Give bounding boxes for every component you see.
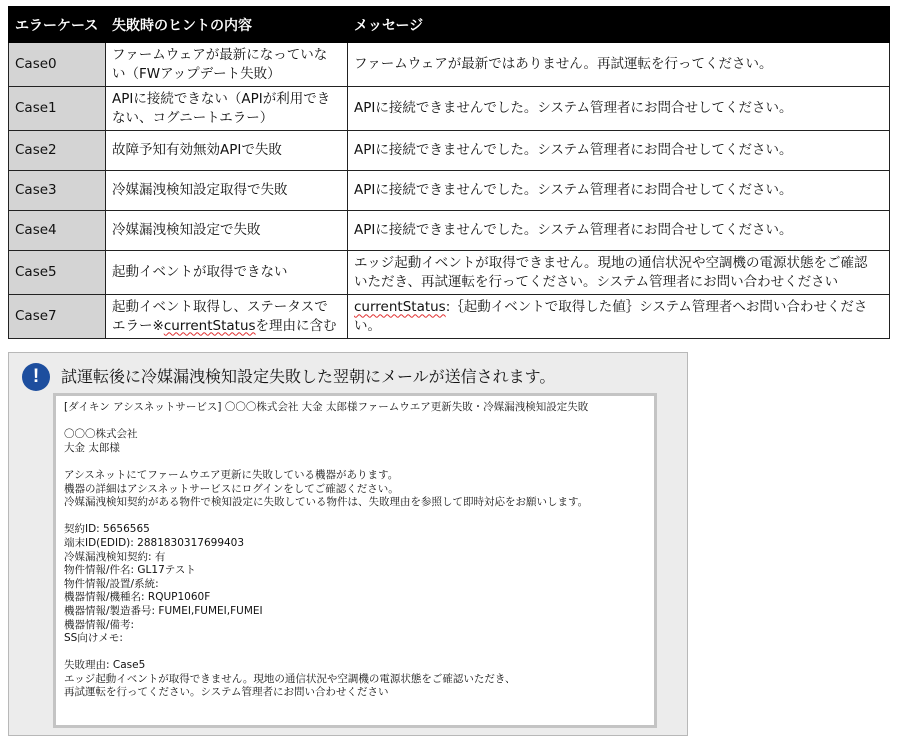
email-line: 機器情報/機種名: RQUP1060F xyxy=(64,591,211,604)
hint-line: い（FWアップデート失敗） xyxy=(112,65,281,82)
case-cell: Case2 xyxy=(9,131,106,171)
email-line: 機器の詳細はアシスネットサービスにログインをしてご確認ください。 xyxy=(64,482,399,495)
message-line: いただき、再試運転を行ってください。システム管理者にお問い合わせください xyxy=(354,273,839,290)
hint-line: ない、コグニートエラー） xyxy=(112,109,274,126)
message-line: APIに接続できませんでした。システム管理者にお問合せしてください。 xyxy=(354,100,793,117)
email-body xyxy=(53,393,657,728)
message-cell xyxy=(348,171,890,211)
hint-line: 起動イベントが取得できない xyxy=(112,264,288,281)
hint-cell xyxy=(106,211,348,251)
hint-line: 故障予知有効無効APIで失敗 xyxy=(112,142,282,159)
email-line: 機器情報/備考: xyxy=(64,618,135,631)
email-line: 大金 太郎様 xyxy=(64,441,120,454)
email-line: [ダイキン アシスネットサービス] 〇〇〇株式会社 大金 太郎様ファームウエア更新失敗・冷媒漏洩検知設定失敗 xyxy=(64,401,589,413)
message-line: APIに接続できませんでした。システム管理者にお問合せしてください。 xyxy=(354,182,793,199)
hint-line: 冷媒漏洩検知設定取得で失敗 xyxy=(112,182,288,199)
email-line xyxy=(64,455,646,469)
hint-cell xyxy=(106,295,348,339)
case-cell: Case7 xyxy=(9,295,106,339)
email-line: 機器情報/製造番号: FUMEI,FUMEI,FUMEI xyxy=(64,604,263,617)
hint-line: 冷媒漏洩検知設定で失敗 xyxy=(112,222,261,239)
email-line: 再試運転を行ってください。システム管理者にお問い合わせください xyxy=(64,686,389,699)
email-line: 物件情報/件名: GL17テスト xyxy=(64,564,196,577)
table-header-row xyxy=(9,7,890,43)
case-cell: Case4 xyxy=(9,211,106,251)
table-row xyxy=(9,295,890,339)
table-row xyxy=(9,87,890,131)
message-cell xyxy=(348,295,890,339)
notice-title: 試運転後に冷媒漏洩検知設定失敗した翌朝にメールが送信されます。 xyxy=(61,367,556,386)
email-line: 失敗理由: Case5 xyxy=(64,659,146,672)
message-line: い。 xyxy=(354,317,381,334)
email-line: 端末ID(EDID): 2881830317699403 xyxy=(64,536,245,549)
case-cell: Case0 xyxy=(9,43,106,87)
message-cell xyxy=(348,251,890,295)
hint-cell xyxy=(106,43,348,87)
message-line: ファームウェアが最新ではありません。再試運転を行ってください。 xyxy=(354,56,773,73)
message-line: APIに接続できませんでした。システム管理者にお問合せしてください。 xyxy=(354,142,793,159)
hint-cell xyxy=(106,251,348,295)
email-line: 冷媒漏洩検知契約がある物件で検知設定に失敗している物件は、失敗理由を参照して即時対応をお願いします。 xyxy=(64,496,589,509)
email-line xyxy=(64,415,646,429)
exclamation-circle-icon: ! xyxy=(22,363,50,391)
table-row xyxy=(9,211,890,251)
message-cell xyxy=(348,43,890,87)
case-cell: Case5 xyxy=(9,251,106,295)
message-cell xyxy=(348,211,890,251)
message-line: APIに接続できませんでした。システム管理者にお問合せしてください。 xyxy=(354,222,793,239)
email-notice-panel xyxy=(8,352,688,736)
hint-cell xyxy=(106,131,348,171)
email-line xyxy=(64,510,646,524)
email-line: アシスネットにてファームウエア更新に失敗している機器があります。 xyxy=(64,468,399,481)
email-line: 〇〇〇株式会社 xyxy=(64,428,138,441)
email-line: 物件情報/設置/系統: xyxy=(64,577,159,590)
hint-line: APIに接続できない（APIが利用でき xyxy=(112,91,331,108)
hint-line: エラー※currentStatusを理由に含む xyxy=(112,317,337,334)
hint-cell xyxy=(106,171,348,211)
header-error-case: エラーケース xyxy=(9,7,106,43)
message-line: エッジ起動イベントが取得できません。現地の通信状況や空調機の電源状態をご確認 xyxy=(354,255,868,272)
email-line: 冷媒漏洩検知契約: 有 xyxy=(64,550,166,563)
table-row xyxy=(9,131,890,171)
message-cell xyxy=(348,87,890,131)
table-row xyxy=(9,43,890,87)
email-line: エッジ起動イベントが取得できません。現地の通信状況や空調機の電源状態をご確認いただき、 xyxy=(64,672,516,685)
header-hint: 失敗時のヒントの内容 xyxy=(106,7,348,43)
message-line: currentStatus:｛起動イベントで取得した値｝システム管理者へお問い合わせくださ xyxy=(354,299,868,316)
hint-line: 起動イベント取得し、ステータスで xyxy=(112,299,328,316)
email-line: 契約ID: 5656565 xyxy=(64,523,150,536)
case-cell: Case1 xyxy=(9,87,106,131)
hint-cell xyxy=(106,87,348,131)
case-cell: Case3 xyxy=(9,171,106,211)
error-case-table xyxy=(8,6,890,339)
email-line: SS向けメモ: xyxy=(64,632,123,645)
email-line xyxy=(64,646,646,660)
header-message: メッセージ xyxy=(348,7,890,43)
table-row xyxy=(9,251,890,295)
message-cell xyxy=(348,131,890,171)
table-row xyxy=(9,171,890,211)
hint-line: ファームウェアが最新になっていな xyxy=(112,47,328,64)
